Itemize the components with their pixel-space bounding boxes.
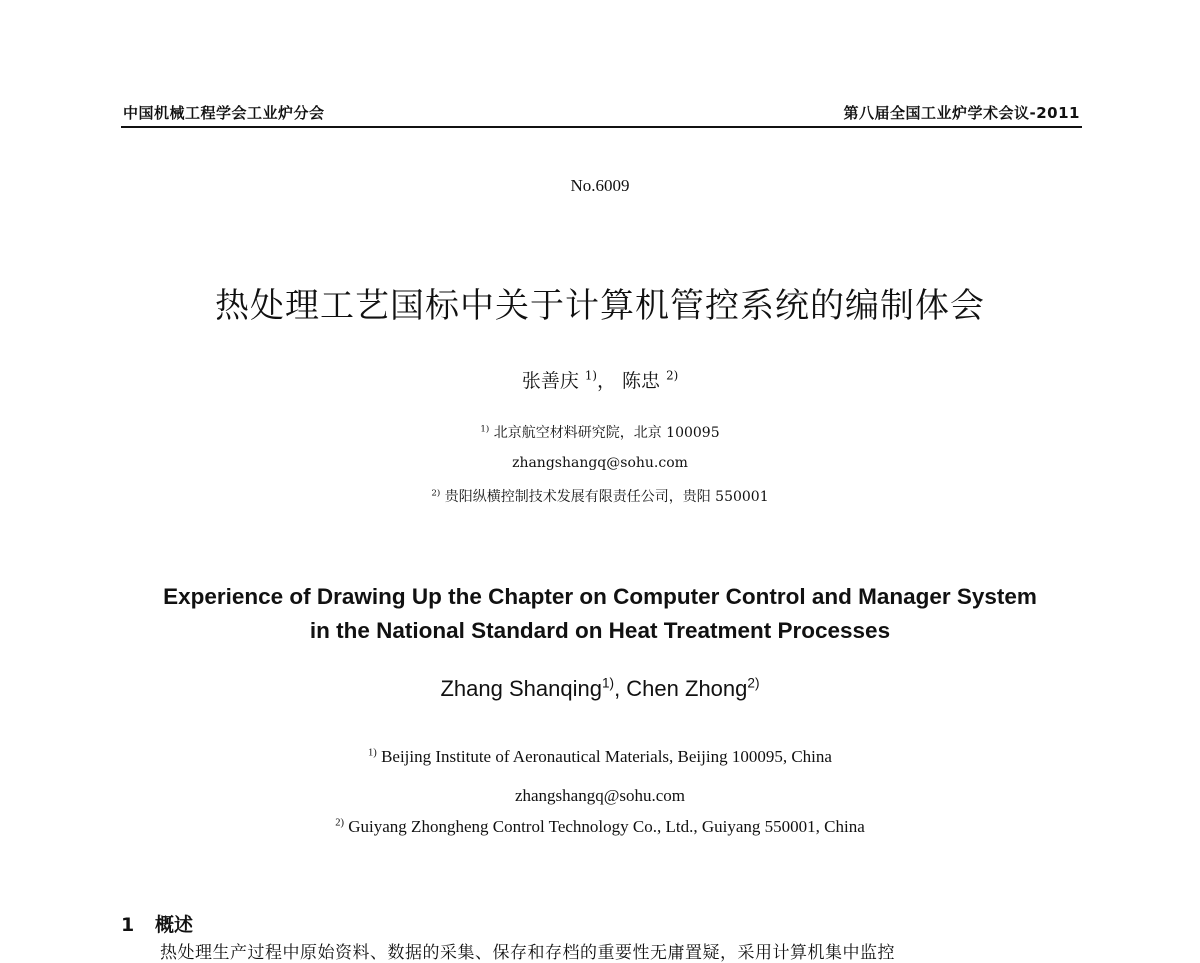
running-header [121,98,1082,128]
author-1-name-en: Zhang Shanqing [440,676,602,701]
email-chinese-block: zhangshangq@sohu.com [512,455,688,471]
title-english-line-2: in the National Standard on Heat Treatment Processes [309,618,891,643]
header-conference: 第八届全国工业炉学术会议-2011 [843,104,1080,122]
affiliation-2-text-en: Guiyang Zhongheng Control Technology Co., Ltd., Guiyang 550001, China [348,817,865,836]
affiliation-1-marker-en: 1) [368,747,377,759]
title-chinese: 热处理工艺国标中关于计算机管控系统的编制体会 [215,286,985,326]
email-english-block: zhangshangq@sohu.com [514,786,686,805]
affiliation-1-marker: 1) [480,424,490,435]
affiliation-1-text-en: Beijing Institute of Aeronautical Materials, Beijing 100095, China [381,747,832,766]
affiliation-2-english [0,817,1200,837]
title-english [0,580,1200,648]
paper-number: No.6009 [570,176,630,195]
body-paragraph-start: 热处理生产过程中原始资料、数据的采集、保存和存档的重要性无庸置疑，采用计算机集中监控 [160,943,895,963]
title-english-line-1: Experience of Drawing Up the Chapter on Computer Control and Manager System [163,584,1037,609]
author-separator: ， [596,370,616,392]
author-2-name-en: Chen Zhong [626,676,748,701]
affiliation-2-marker-en: 2) [335,817,345,829]
section-heading [121,910,193,937]
affiliation-1-english [0,747,1200,767]
authors-english [0,676,1200,702]
affiliation-2-text: 贵阳纵横控制技术发展有限责任公司，贵阳 550001 [444,489,769,505]
author-2-name: 陈忠 [622,370,661,392]
affiliation-2-chinese [0,486,1200,506]
author-separator-en: , [614,676,627,701]
author-2-marker-en: 2) [747,675,760,691]
section-title: 概述 [155,914,194,936]
author-1-marker-en: 1) [601,675,615,691]
authors-chinese [0,366,1200,393]
author-1-name: 张善庆 [521,370,579,392]
author-1-marker: 1) [584,368,597,383]
affiliation-1-chinese [0,422,1200,442]
author-2-marker: 2) [666,368,679,383]
header-society: 中国机械工程学会工业炉分会 [123,104,325,122]
section-number: 1 [121,914,135,936]
affiliation-1-text: 北京航空材料研究院，北京 100095 [493,425,720,441]
affiliation-2-marker: 2) [431,488,441,499]
